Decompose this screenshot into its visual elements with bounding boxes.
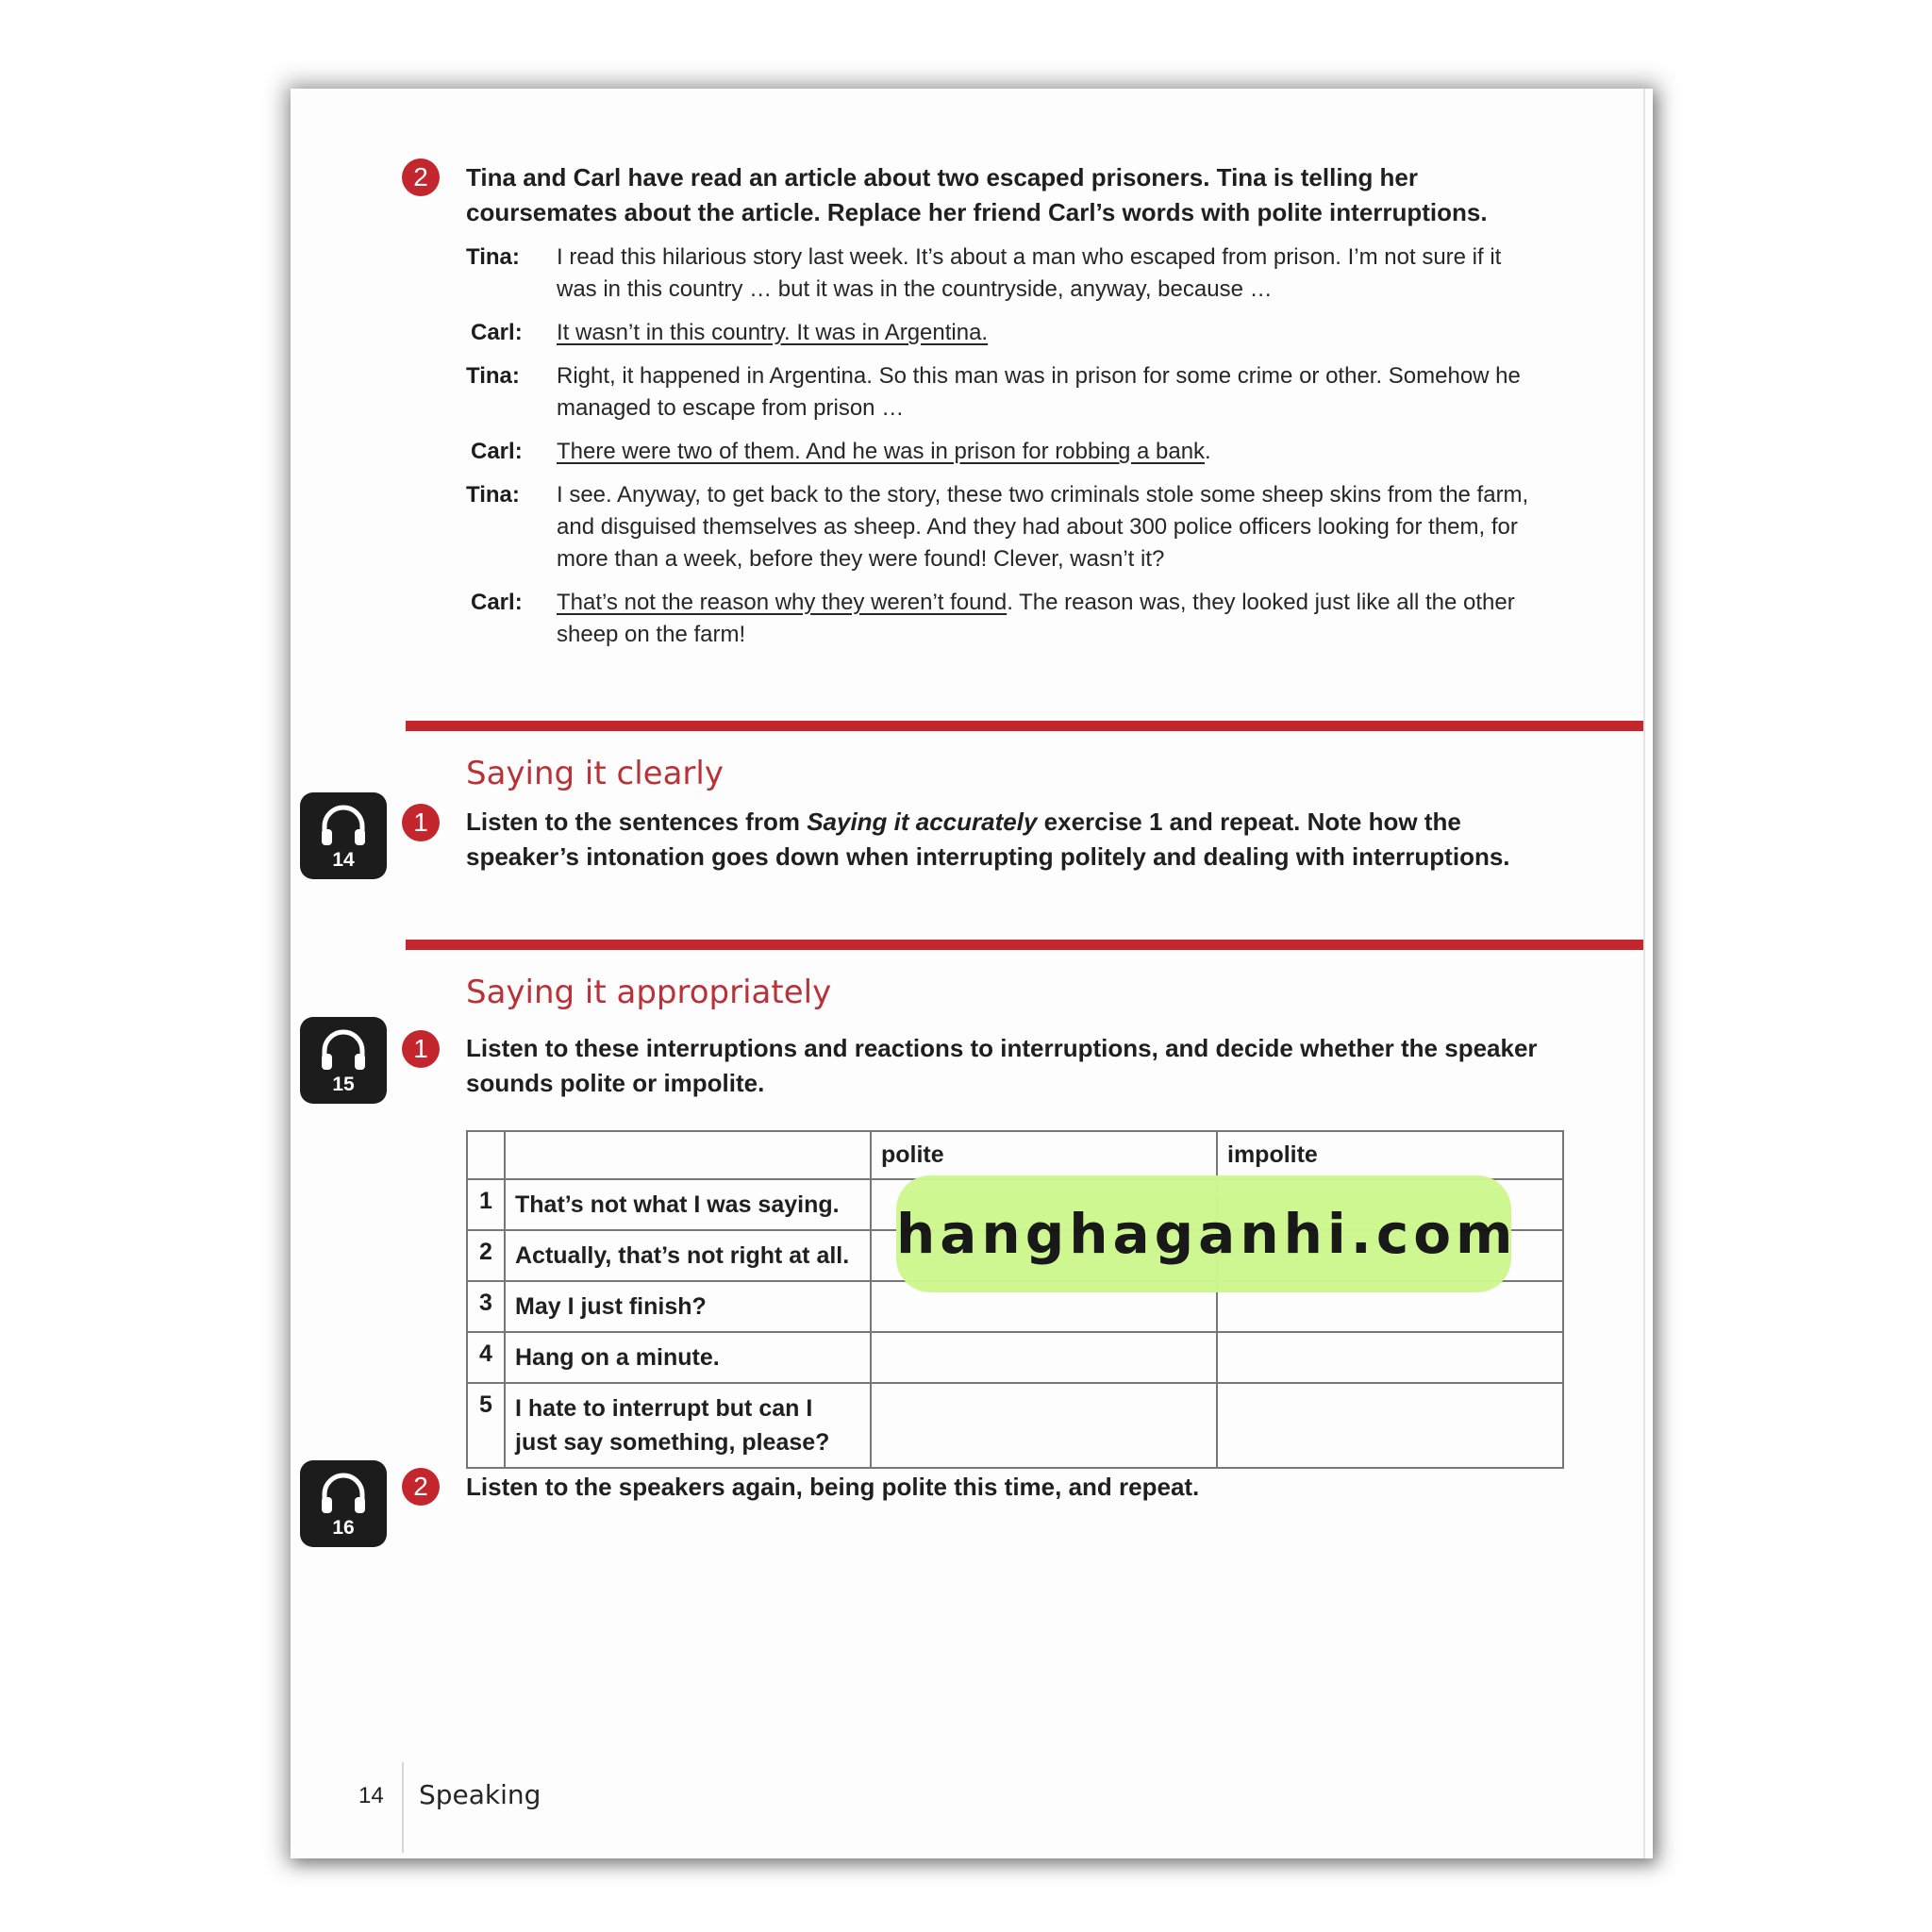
- footer-divider: [402, 1762, 404, 1853]
- dialogue-line: [466, 436, 1551, 468]
- clearly-instruction: [466, 805, 1541, 874]
- exercise-number-badge: 1: [402, 1030, 440, 1068]
- watermark-banner: [896, 1175, 1518, 1292]
- headphones-icon: [317, 1024, 370, 1077]
- dialogue-line: [466, 587, 1551, 651]
- dialogue-line: [466, 242, 1551, 306]
- speaker-label: Tina:: [466, 482, 520, 508]
- dialogue-line: [466, 317, 1551, 349]
- dialogue-text: [557, 436, 1538, 468]
- column-header: [505, 1131, 871, 1179]
- dialogue-text: Right, it happened in Argentina. So this man was in prison for some crime or other. Somehow he managed to escape from prison …: [557, 363, 1521, 421]
- polite-answer-cell[interactable]: [871, 1332, 1217, 1383]
- underlined-phrase: There were two of them. And he was in prison for robbing a bank: [557, 439, 1206, 464]
- table-row: [467, 1383, 1563, 1468]
- row-sentence: That’s not what I was saying.: [505, 1179, 871, 1230]
- speaker-label: Tina:: [466, 244, 520, 270]
- exercise-number-badge: 2: [402, 1468, 440, 1506]
- dialogue: [466, 242, 1551, 662]
- column-header: [467, 1131, 505, 1179]
- row-sentence: I hate to interrupt but can I just say something, please?: [505, 1383, 871, 1468]
- row-number: 3: [467, 1281, 505, 1332]
- impolite-answer-cell[interactable]: [1217, 1332, 1563, 1383]
- underlined-phrase: It wasn’t in this country. It was in Argentina.: [557, 320, 989, 345]
- speaker-label: Carl:: [471, 320, 523, 345]
- row-number: 4: [467, 1332, 505, 1383]
- exercise-number-badge: 1: [402, 804, 440, 841]
- polite-answer-cell[interactable]: [871, 1383, 1217, 1468]
- appropriately-instruction: Listen to these interruptions and reactions to interruptions, and decide whether the speaker sounds polite or impolite.: [466, 1034, 1538, 1097]
- speaker-label: Carl:: [471, 590, 523, 615]
- row-sentence: May I just finish?: [505, 1281, 871, 1332]
- dialogue-text: [557, 317, 1538, 349]
- audio-track-button[interactable]: [300, 1460, 387, 1547]
- row-number: 2: [467, 1230, 505, 1281]
- page-edge: [1643, 89, 1645, 1858]
- exercise-number-badge: 2: [402, 158, 440, 196]
- dialogue-line: [466, 360, 1551, 425]
- section-heading: Saying it clearly: [466, 755, 724, 792]
- audio-track-number: 14: [332, 849, 355, 871]
- row-sentence: Hang on a minute.: [505, 1332, 871, 1383]
- headphones-icon: [317, 800, 370, 853]
- underlined-phrase: That’s not the reason why they weren’t found: [557, 590, 1008, 615]
- dialogue-line: [466, 479, 1551, 575]
- audio-track-button[interactable]: [300, 792, 387, 879]
- footer-section-label: Speaking: [419, 1779, 541, 1810]
- speaker-label: Carl:: [471, 439, 523, 464]
- section-divider: [406, 721, 1643, 731]
- impolite-answer-cell[interactable]: [1217, 1383, 1563, 1468]
- section-divider: [406, 940, 1643, 950]
- row-number: 5: [467, 1383, 505, 1468]
- headphones-icon: [317, 1468, 370, 1521]
- column-header-polite: polite: [871, 1131, 1217, 1179]
- instruction-text: exercise 1 and repeat. Note how the speaker’s intonation goes down when interrupting politely and dealing with interruptions.: [466, 808, 1510, 871]
- dialogue-text: I read this hilarious story last week. It’s about a man who escaped from prison. I’m not sure if it was in this country … but it was in the countryside, anyway, because …: [557, 244, 1502, 302]
- audio-track-number: 15: [332, 1074, 355, 1095]
- section-heading: Saying it appropriately: [466, 974, 832, 1011]
- repeat-instruction: Listen to the speakers again, being polite this time, and repeat.: [466, 1473, 1200, 1501]
- row-sentence: Actually, that’s not right at all.: [505, 1230, 871, 1281]
- dialogue-text: I see. Anyway, to get back to the story, these two criminals stole some sheep skins from the farm, and disguised themselves as sheep. And they had about 300 police officers looking for them, for more than a week, before they were found! Clever, wasn’t it?: [557, 482, 1529, 572]
- instruction-text: Listen to the sentences from: [466, 808, 808, 836]
- table-header-row: [467, 1131, 1563, 1179]
- dialogue-text-rest: .: [1205, 439, 1211, 464]
- page-number: 14: [358, 1783, 384, 1808]
- audio-track-number: 16: [332, 1517, 355, 1539]
- table-row: [467, 1332, 1563, 1383]
- dialogue-text: [557, 587, 1538, 651]
- dialogue-instruction: Tina and Carl have read an article about two escaped prisoners. Tina is telling her coursemates about the article. Replace her friend Carl’s words with polite interruptions.: [466, 163, 1488, 226]
- speaker-label: Tina:: [466, 363, 520, 389]
- audio-track-button[interactable]: [300, 1017, 387, 1104]
- dialogue-text-rest: . The reason was, they looked just like all the other sheep on the farm!: [557, 590, 1515, 647]
- watermark-text: hanghaganhi.com: [896, 1202, 1518, 1266]
- row-number: 1: [467, 1179, 505, 1230]
- column-header-impolite: impolite: [1217, 1131, 1563, 1179]
- instruction-italic: Saying it accurately: [807, 808, 1038, 836]
